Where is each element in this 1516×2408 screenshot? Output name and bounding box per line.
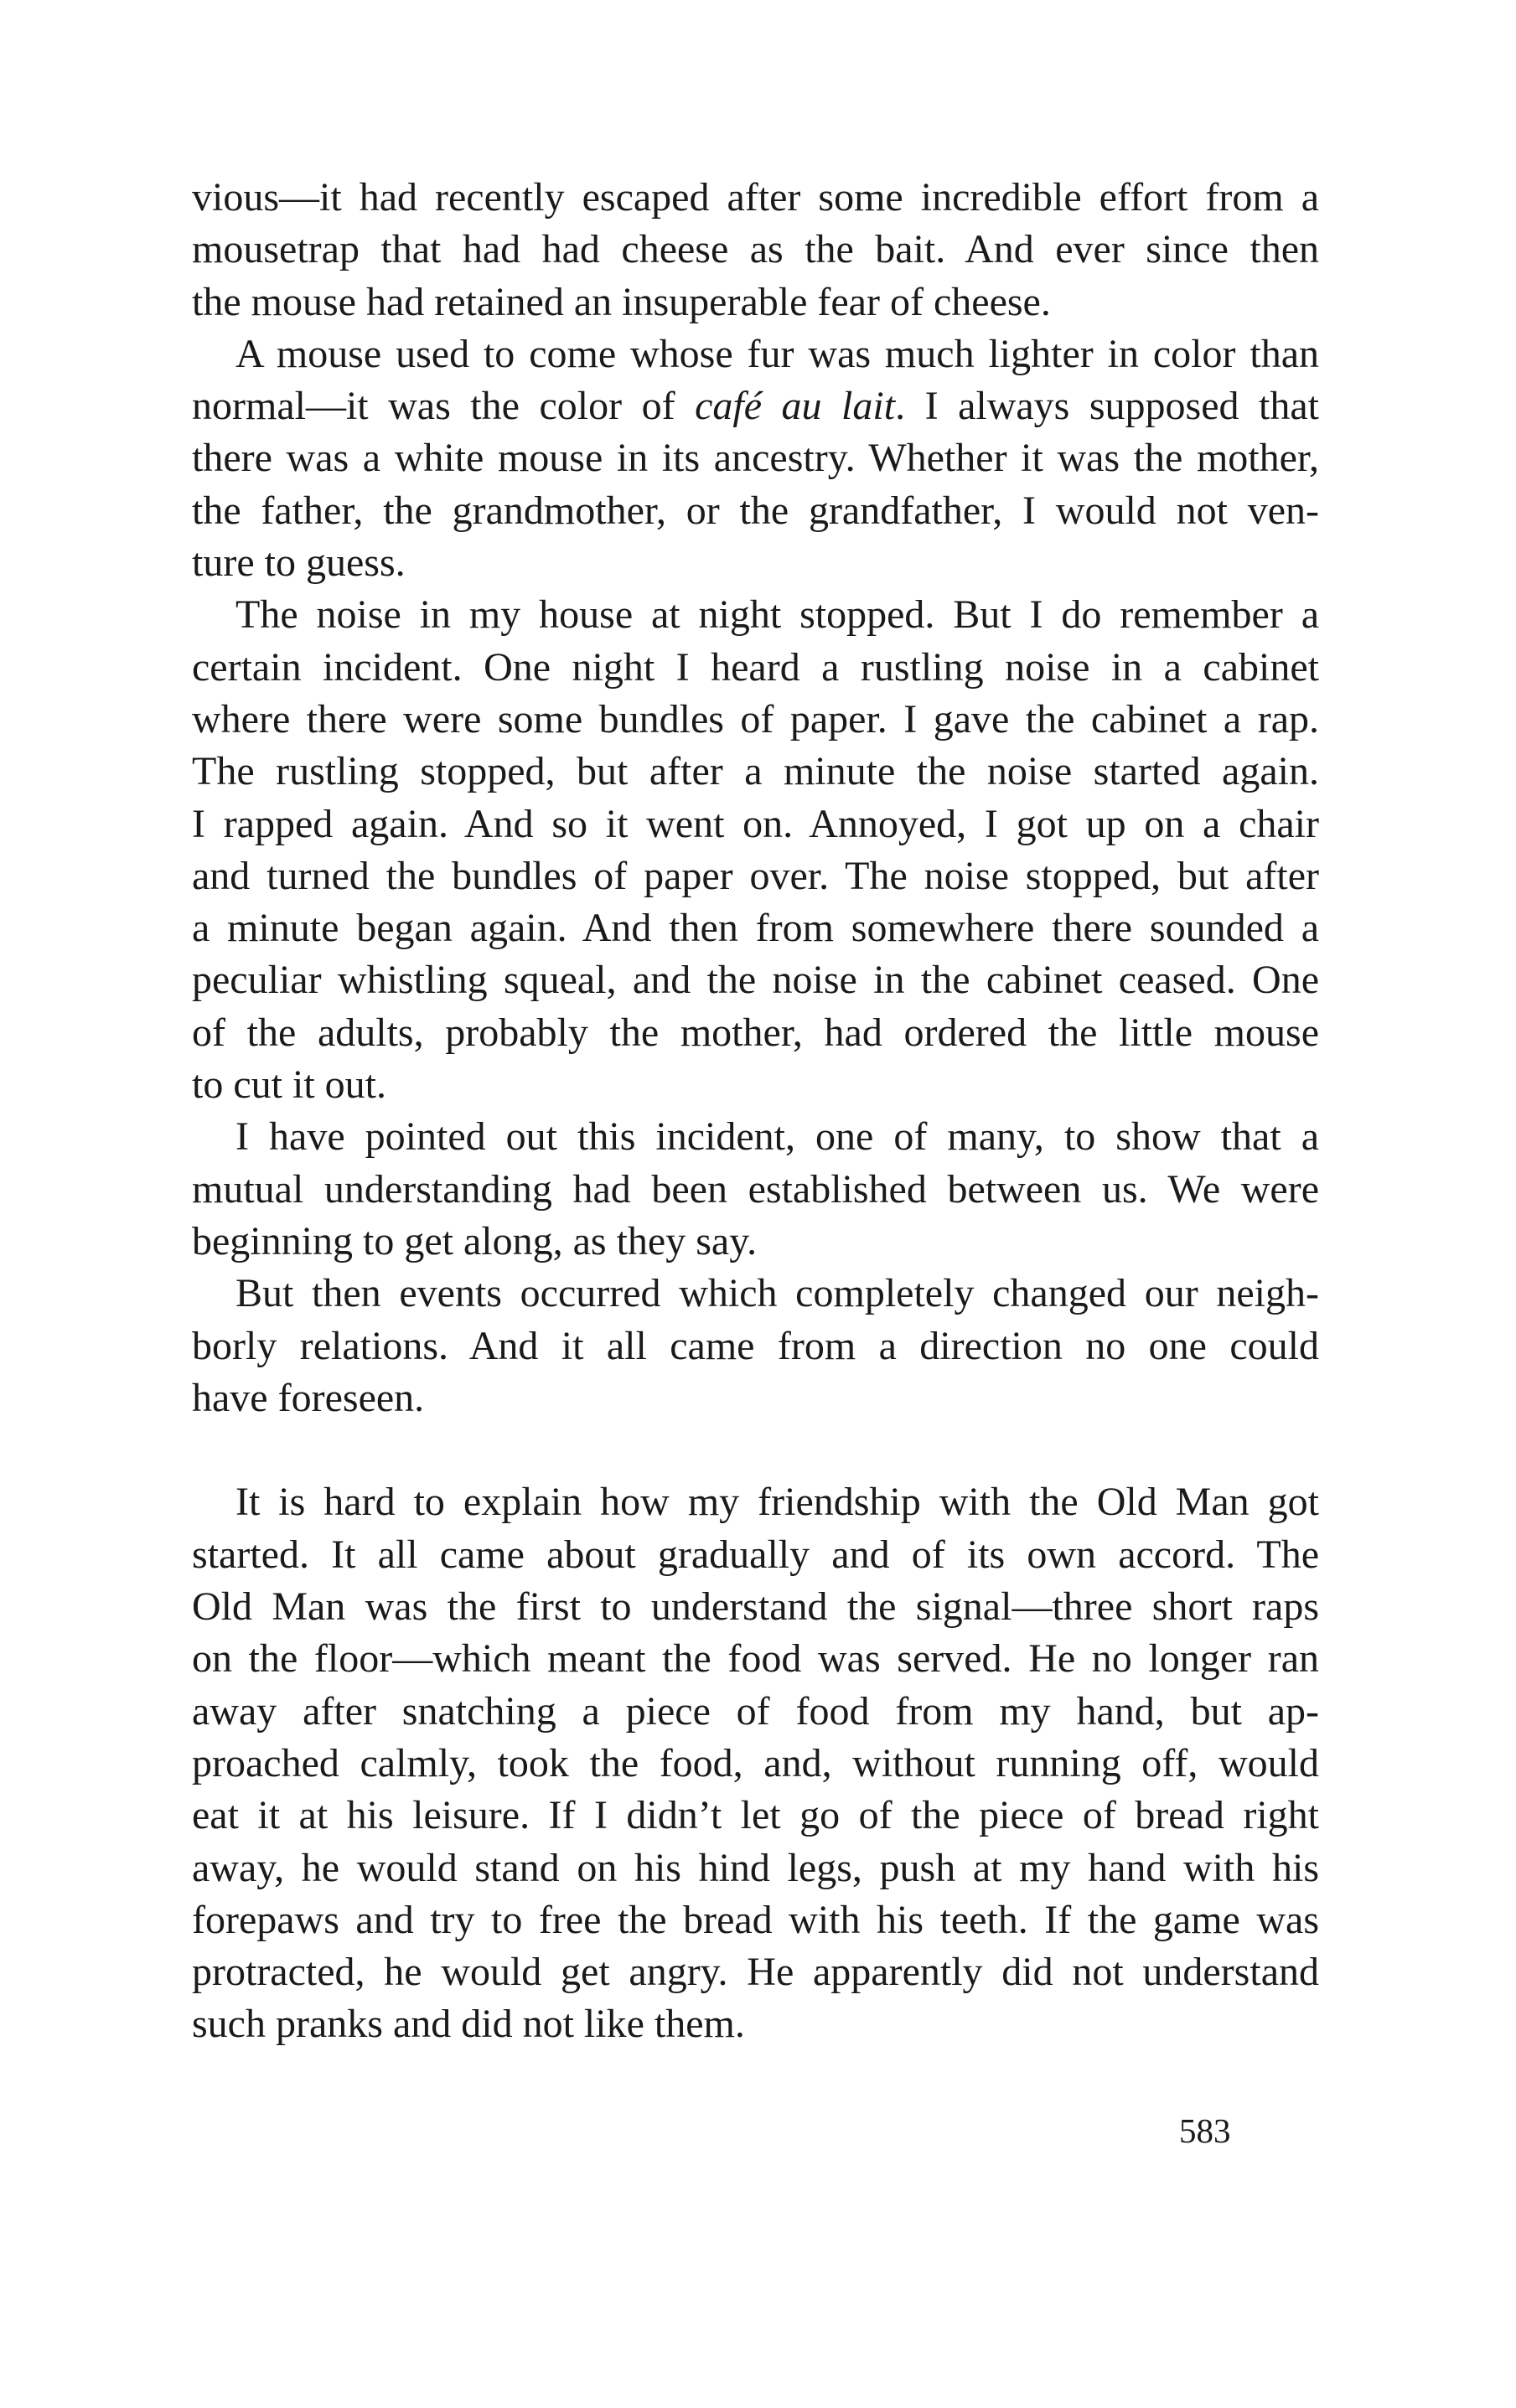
text-line: borly relations. And it all came from a direction no one could [192,1323,1319,1368]
italic-phrase: café au lait [695,384,896,429]
text-line: vious—it had recently escaped after some incredible effort from a [192,175,1319,220]
text-line: there was a white mouse in its ancestry. Whether it was the mother, [192,436,1319,481]
paragraph [192,589,1319,1111]
text-line: peculiar whistling squeal, and the noise in the cabinet ceased. One [192,958,1319,1003]
text-line: Old Man was the first to understand the signal—three short raps [192,1584,1319,1630]
paragraph [192,1268,1319,1424]
text-line: normal—it was the color of café au lait. I always supposed that [192,384,1320,429]
paragraph [192,328,1319,589]
text-line: of the adults, probably the mother, had ordered the little mouse [192,1010,1319,1055]
text-line: on the floor—which meant the food was served. He no longer ran [192,1636,1319,1682]
text-line: started. It all came about gradually and of its own accord. The [192,1532,1319,1577]
text-line: I have pointed out this incident, one of many, to show that a [235,1114,1319,1160]
text-line: the mouse had retained an insuperable fear of cheese. [192,279,1051,324]
text-line: and turned the bundles of paper over. The noise stopped, but after [192,853,1319,898]
text-line: mutual understanding had been established between us. We were [192,1166,1319,1212]
body-text [192,172,1319,2051]
text-line: I rapped again. And so it went on. Annoyed, I got up on a chair [192,801,1319,846]
text-line: certain incident. One night I heard a rustling noise in a cabinet [192,644,1319,690]
text-line: proached calmly, took the food, and, without running off, would [192,1740,1319,1785]
text-line: The noise in my house at night stopped. But I do remember a [235,592,1319,638]
text-line: to cut it out. [192,1062,386,1108]
text-line: The rustling stopped, but after a minute the noise started again. [192,749,1319,794]
text-line: A mouse used to come whose fur was much lighter in color than [235,331,1319,376]
text-line: the father, the grandmother, or the grandfather, I would not ven- [192,488,1319,533]
text-line: where there were some bundles of paper. I gave the cabinet a rap. [192,696,1319,742]
text-line: protracted, he would get angry. He apparently did not understand [192,1950,1319,1995]
text-line: mousetrap that had had cheese as the bait. And ever since then [192,227,1319,272]
text-line: away after snatching a piece of food from my hand, but ap- [192,1688,1319,1734]
text-line: a minute began again. And then from somewhere there sounded a [192,906,1319,951]
section-break [192,1424,1319,1476]
text-line: eat it at his leisure. If I didn’t let go of the piece of bread right [192,1793,1319,1838]
paragraph [192,172,1319,328]
text-line: It is hard to explain how my friendship with the Old Man got [235,1480,1319,1525]
paragraph [192,1111,1319,1268]
text-line: ture to guess. [192,540,406,586]
text-line: forepaws and try to free the bread with his teeth. If the game was [192,1897,1319,1942]
paragraph [192,1476,1319,2050]
text-line: away, he would stand on his hind legs, push at my hand with his [192,1845,1319,1890]
text-line: But then events occurred which completely changed our neigh- [235,1271,1319,1316]
text-line: such pranks and did not like them. [192,2002,745,2047]
page-number: 583 [1179,2111,1231,2150]
text-line: beginning to get along, as they say. [192,1218,758,1263]
text-line: have foreseen. [192,1375,425,1420]
